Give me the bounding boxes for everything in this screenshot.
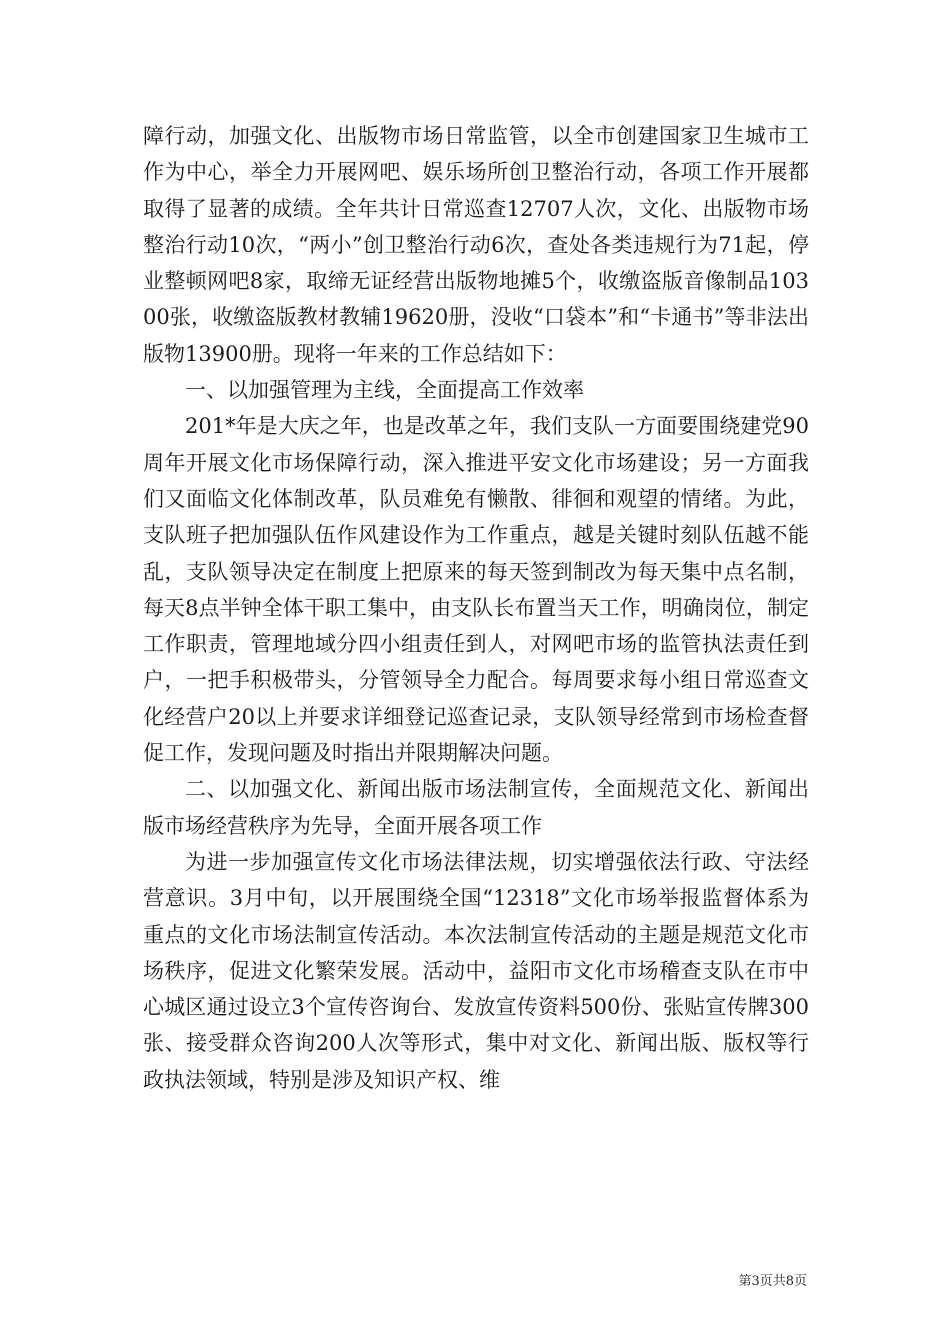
paragraph-section-one: 201*年是大庆之年，也是改革之年，我们支队一方面要围绕建党90周年开展文化市场保障行动，深入推进平安文化市场建设；另一方面我们又面临文化体制改革，队员难免有懒散、徘徊和观望的情绪。为此，支队班子把加强队伍作风建设作为工作重点，越是关键时刻队伍越不能乱，支队领导决定在制度上把原来的每天签到制改为每天集中点名制，每天8点半钟全体干职工集中，由支队长布置当天工作，明确岗位，制定工作职责，管理地域分四小组责任到人，对网吧市场的监管执法责任到户，一把手积极带头，分管领导全力配合。每周要求每小组日常巡查文化经营户20以上并要求详细登记巡查记录，支队领导经常到市场检查督促工作，发现问题及时指出并限期解决问题。 bbox=[143, 414, 809, 766]
paragraph-intro: 障行动，加强文化、出版物市场日常监管，以全市创建国家卫生城市工作为中心，举全力开展网吧、娱乐场所创卫整治行动，各项工作开展都取得了显著的成绩。全年共计日常巡查12707人次，文化、出版物市场整治行动10次，“两小”创卫整治行动6次，查处各类违规行为71起，停业整顿网吧8家，取缔无证经营出版物地摊5个，收缴盗版音像制品10300张，收缴盗版教材教辅19620册，没收“口袋本”和“卡通书”等非法出版物13900册。现将一年来的工作总结如下： bbox=[143, 124, 809, 366]
page-number-footer: 第3页共8页 bbox=[738, 1274, 807, 1289]
paragraph-section-two: 为进一步加强宣传文化市场法律法规，切实增强依法行政、守法经营意识。3月中旬，以开展围绕全国“12318”文化市场举报监督体系为重点的文化市场法制宣传活动。本次法制宣传活动的主题是规范文化市场秩序，促进文化繁荣发展。活动中，益阳市文化市场稽查支队在市中心城区通过设立3个宣传咨询台、发放宣传资料500份、张贴宣传牌300张、接受群众咨询200人次等形式，集中对文化、新闻出版、版权等行政执法领域，特别是涉及知识产权、维 bbox=[143, 849, 809, 1092]
section-heading-one: 一、以加强管理为主线，全面提高工作效率 bbox=[185, 378, 584, 403]
section-heading-two: 二、以加强文化、新闻出版市场法制宣传，全面规范文化、新闻出版市场经营秩序为先导，全面开展各项工作 bbox=[143, 777, 809, 838]
document-body bbox=[143, 118, 809, 1098]
